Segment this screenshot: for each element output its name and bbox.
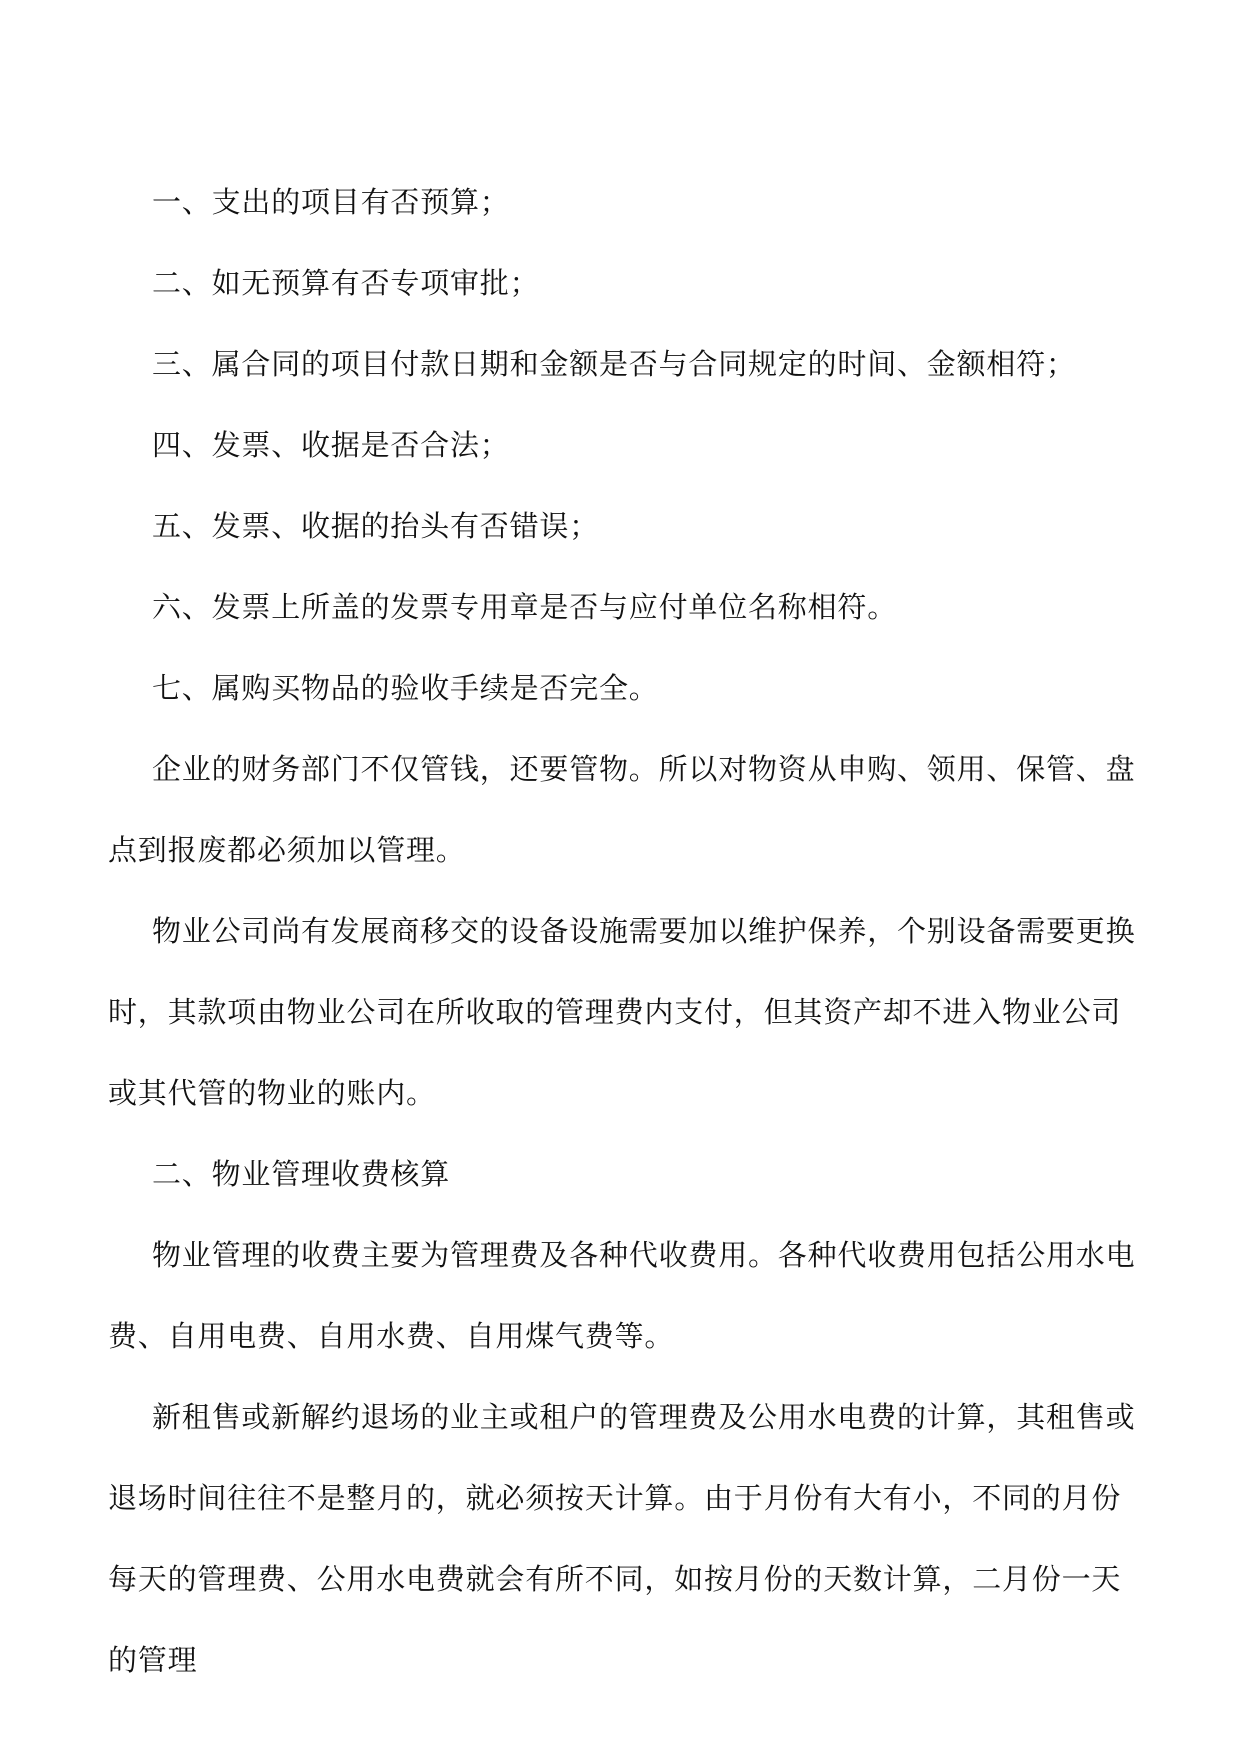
paragraph-fees: 物业管理的收费主要为管理费及各种代收费用。各种代收费用包括公用水电费、自用电费、自用水费、自用煤气费等。 bbox=[108, 1238, 1136, 1353]
paragraph-item-7: 七、属购买物品的验收手续是否完全。 bbox=[152, 671, 659, 705]
paragraph-item-6: 六、发票上所盖的发票专用章是否与应付单位名称相符。 bbox=[152, 590, 898, 624]
paragraph-item-3: 三、属合同的项目付款日期和金额是否与合同规定的时间、金额相符； bbox=[152, 347, 1076, 381]
paragraph-item-5: 五、发票、收据的抬头有否错误； bbox=[152, 509, 600, 543]
paragraph-finance-dept: 企业的财务部门不仅管钱，还要管物。所以对物资从申购、领用、保管、盘点到报废都必须加以管理。 bbox=[108, 752, 1136, 867]
paragraph-equipment: 物业公司尚有发展商移交的设备设施需要加以维护保养，个别设备需要更换时，其款项由物业公司在所收取的管理费内支付，但其资产却不进入物业公司或其代管的物业的账内。 bbox=[108, 914, 1136, 1110]
paragraph-item-1: 一、支出的项目有否预算； bbox=[152, 185, 510, 219]
paragraph-item-2: 二、如无预算有否专项审批； bbox=[152, 266, 540, 300]
paragraph-daily-calculation: 新租售或新解约退场的业主或租户的管理费及公用水电费的计算，其租售或退场时间往往不是整月的，就必须按天计算。由于月份有大有小，不同的月份每天的管理费、公用水电费就会有所不同，如按月份的天数计算，二月份一天的管理 bbox=[108, 1400, 1136, 1677]
document-body bbox=[108, 162, 1148, 1701]
section-heading: 二、物业管理收费核算 bbox=[152, 1157, 451, 1191]
paragraph-item-4: 四、发票、收据是否合法； bbox=[152, 428, 510, 462]
